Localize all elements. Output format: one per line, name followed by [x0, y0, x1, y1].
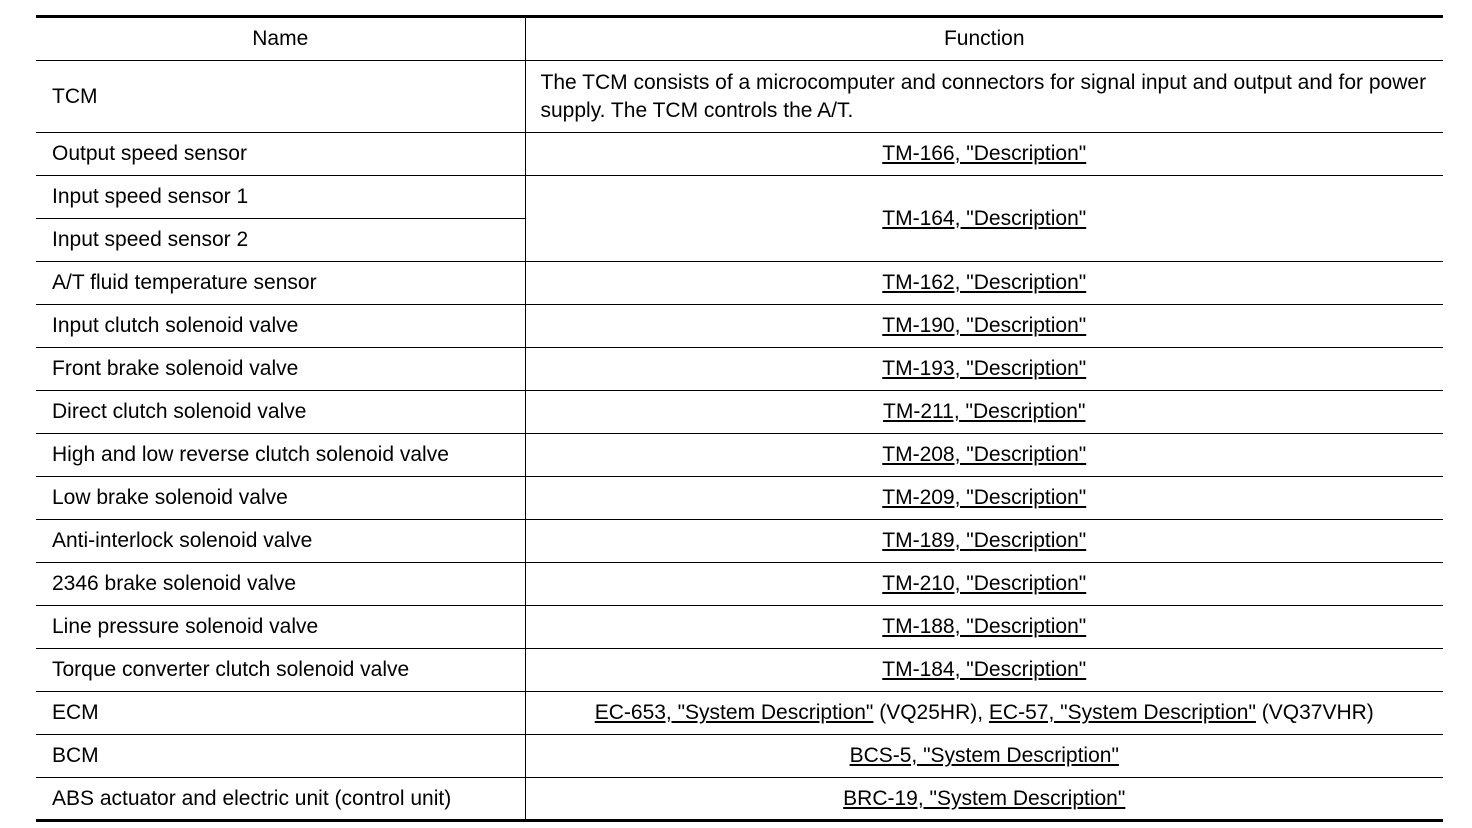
table-header-row: [36, 17, 1443, 61]
row-name-anti-interlock-solenoid: Anti-interlock solenoid valve: [36, 520, 525, 563]
table-row: [36, 606, 1443, 649]
ref-link-tm-211[interactable]: TM-211, "Description": [883, 400, 1086, 423]
row-name-front-brake-solenoid: Front brake solenoid valve: [36, 348, 525, 391]
row-name-bcm: BCM: [36, 735, 525, 778]
row-function-abs-actuator: [525, 778, 1443, 821]
row-name-tcm: TCM: [36, 61, 525, 133]
ecm-note-vq37vhr: (VQ37VHR): [1255, 701, 1374, 724]
row-function-high-low-reverse-solenoid: [525, 434, 1443, 477]
table-row: [36, 563, 1443, 606]
ref-link-tm-193[interactable]: TM-193, "Description": [882, 357, 1087, 380]
table-row: [36, 649, 1443, 692]
table-row: [36, 348, 1443, 391]
ref-link-tm-210[interactable]: TM-210, "Description": [882, 572, 1087, 595]
row-function-line-pressure-solenoid: [525, 606, 1443, 649]
table-row: [36, 262, 1443, 305]
table-row: [36, 434, 1443, 477]
row-function-fluid-temp-sensor: [525, 262, 1443, 305]
row-name-fluid-temp-sensor: A/T fluid temperature sensor: [36, 262, 525, 305]
row-function-tcm: The TCM consists of a microcomputer and connectors for signal input and output and for power supply. The TCM controls the A/T.: [525, 61, 1443, 133]
ref-link-tm-188[interactable]: TM-188, "Description": [882, 615, 1087, 638]
row-name-low-brake-solenoid: Low brake solenoid valve: [36, 477, 525, 520]
row-function-input-clutch-solenoid: [525, 305, 1443, 348]
row-function-input-speed-sensors: [525, 176, 1443, 262]
row-name-input-speed-sensor-2: Input speed sensor 2: [36, 219, 525, 262]
row-name-2346-brake-solenoid: 2346 brake solenoid valve: [36, 563, 525, 606]
ref-link-bcs-5[interactable]: BCS-5, "System Description": [849, 744, 1119, 767]
ref-link-tm-184[interactable]: TM-184, "Description": [882, 658, 1087, 681]
header-name: Name: [36, 17, 525, 61]
ref-link-tm-190[interactable]: TM-190, "Description": [882, 314, 1087, 337]
row-function-bcm: [525, 735, 1443, 778]
ref-link-tm-208[interactable]: TM-208, "Description": [882, 443, 1087, 466]
row-name-input-speed-sensor-1: Input speed sensor 1: [36, 176, 525, 219]
ref-link-ec-57[interactable]: EC-57, "System Description": [988, 701, 1256, 724]
row-name-input-clutch-solenoid: Input clutch solenoid valve: [36, 305, 525, 348]
ref-link-ec-653[interactable]: EC-653, "System Description": [594, 701, 874, 724]
row-name-high-low-reverse-solenoid: High and low reverse clutch solenoid valve: [36, 434, 525, 477]
row-name-direct-clutch-solenoid: Direct clutch solenoid valve: [36, 391, 525, 434]
row-function-ecm: [525, 692, 1443, 735]
row-name-ecm: ECM: [36, 692, 525, 735]
table-row: [36, 391, 1443, 434]
table-row: [36, 520, 1443, 563]
table-row: [36, 477, 1443, 520]
row-function-front-brake-solenoid: [525, 348, 1443, 391]
row-function-anti-interlock-solenoid: [525, 520, 1443, 563]
ref-link-tm-162[interactable]: TM-162, "Description": [882, 271, 1087, 294]
row-name-output-speed-sensor: Output speed sensor: [36, 133, 525, 176]
row-function-low-brake-solenoid: [525, 477, 1443, 520]
ref-link-tm-164[interactable]: TM-164, "Description": [882, 206, 1087, 230]
row-name-abs-actuator: ABS actuator and electric unit (control unit): [36, 778, 525, 821]
table-row: [36, 176, 1443, 219]
row-name-torque-converter-solenoid: Torque converter clutch solenoid valve: [36, 649, 525, 692]
table-row: [36, 692, 1443, 735]
row-function-output-speed-sensor: [525, 133, 1443, 176]
row-function-2346-brake-solenoid: [525, 563, 1443, 606]
table-row: [36, 778, 1443, 821]
ecm-note-vq25hr: (VQ25HR),: [873, 701, 989, 724]
row-function-direct-clutch-solenoid: [525, 391, 1443, 434]
table-row: [36, 61, 1443, 133]
table-row: [36, 305, 1443, 348]
ref-link-brc-19[interactable]: BRC-19, "System Description": [843, 786, 1126, 810]
ref-link-tm-189[interactable]: TM-189, "Description": [882, 529, 1087, 552]
component-function-table: [36, 15, 1443, 822]
header-function: Function: [525, 17, 1443, 61]
ref-link-tm-166[interactable]: TM-166, "Description": [882, 142, 1087, 165]
row-name-line-pressure-solenoid: Line pressure solenoid valve: [36, 606, 525, 649]
ref-link-tm-209[interactable]: TM-209, "Description": [882, 486, 1087, 509]
table-row: [36, 735, 1443, 778]
row-function-torque-converter-solenoid: [525, 649, 1443, 692]
table-row: [36, 133, 1443, 176]
